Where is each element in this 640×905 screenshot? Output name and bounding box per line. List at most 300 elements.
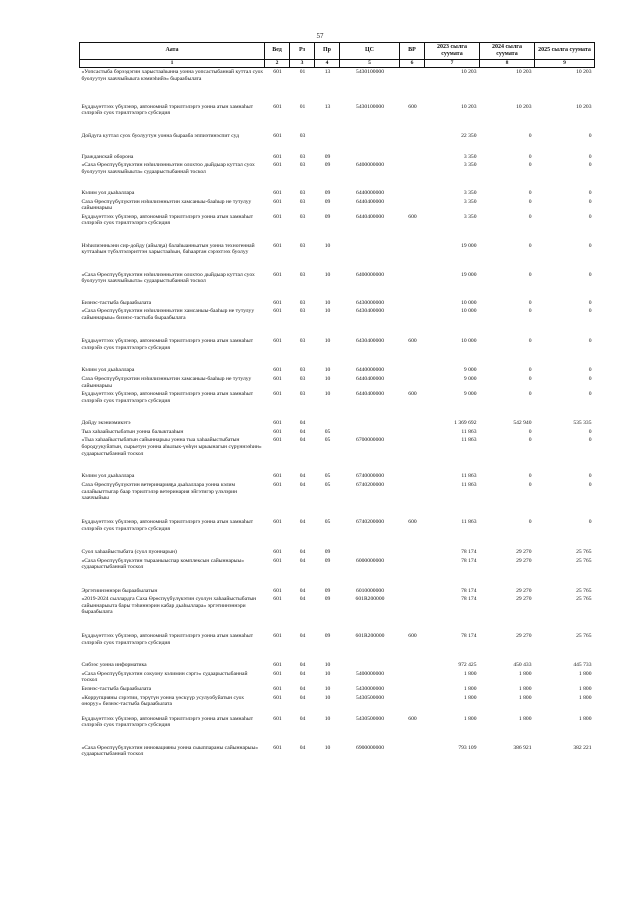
row-cs: 6700000000 <box>356 437 384 444</box>
row-amount-2025: 25 765 <box>576 633 592 640</box>
row-amount-2025: 0 <box>588 132 592 139</box>
row-vr <box>400 661 425 670</box>
row-pr: 05 <box>324 519 331 526</box>
row-amount-2023: 1 800 <box>463 715 477 722</box>
row-cs <box>340 548 400 557</box>
table-row <box>80 198 595 213</box>
row-ved: 601 <box>273 596 282 603</box>
row-ved: 601 <box>273 213 282 220</box>
row-amount-2024: 0 <box>528 376 532 383</box>
row-amount-2024: 386 921 <box>513 744 532 751</box>
row-vr <box>400 198 425 213</box>
row-amount-2025: 10 203 <box>576 103 592 110</box>
row-amount-2023: 9 000 <box>463 367 477 374</box>
row-pr: 09 <box>324 153 331 160</box>
table-row <box>80 213 595 242</box>
row-amount-2025: 0 <box>588 242 592 249</box>
row-ved: 601 <box>273 198 282 205</box>
row-cs: 5430500000 <box>356 715 384 722</box>
row-rz: 01 <box>299 103 306 110</box>
row-name: Бүддьүөттээх үбүлэнэр, автономнай тэрилтэлэргэ уонна атын хамнаһыт сэлэрэйэ суох тэрилтэлэргэ субсидия <box>81 633 254 646</box>
table-row <box>80 68 595 103</box>
table-row <box>80 632 595 661</box>
row-amount-2023: 1 800 <box>463 670 477 677</box>
row-ved: 601 <box>273 162 282 169</box>
header-vr: ВР <box>400 43 425 60</box>
row-ved: 601 <box>273 549 282 556</box>
row-cs: 6400000000 <box>356 162 384 169</box>
row-amount-2023: 78 174 <box>461 549 477 556</box>
table-header-row <box>80 43 595 60</box>
row-ved: 601 <box>273 694 282 701</box>
row-pr: 09 <box>324 596 331 603</box>
budget-table <box>79 42 595 766</box>
row-amount-2024: 0 <box>528 190 532 197</box>
row-rz: 03 <box>299 299 306 306</box>
row-vr: 600 <box>408 213 417 220</box>
row-amount-2025: 25 765 <box>576 596 592 603</box>
row-rz: 04 <box>299 519 306 526</box>
row-pr <box>315 419 340 428</box>
row-amount-2023: 78 174 <box>461 633 477 640</box>
row-rz: 04 <box>299 428 306 435</box>
table-row <box>80 661 595 670</box>
row-cs: 6440000000 <box>356 190 384 197</box>
row-pr: 10 <box>324 367 331 374</box>
row-cs: 6440400000 <box>356 198 384 205</box>
table-row <box>80 436 595 472</box>
row-vr <box>400 242 425 271</box>
row-amount-2024: 1 800 <box>518 715 532 722</box>
row-amount-2023: 19 000 <box>461 271 477 278</box>
row-amount-2023: 10 000 <box>461 299 477 306</box>
row-amount-2025: 1 800 <box>578 715 592 722</box>
table-row <box>80 366 595 375</box>
row-ved: 601 <box>273 153 282 160</box>
row-pr: 13 <box>324 69 331 75</box>
table-row <box>80 299 595 308</box>
row-amount-2023: 11 863 <box>461 437 477 444</box>
row-rz: 03 <box>299 190 306 197</box>
row-amount-2025: 0 <box>588 308 592 315</box>
row-ved: 601 <box>273 299 282 306</box>
row-amount-2025: 0 <box>588 162 592 169</box>
row-amount-2024: 0 <box>528 242 532 249</box>
row-rz: 04 <box>299 670 306 677</box>
row-vr <box>400 366 425 375</box>
row-rz: 03 <box>299 271 306 278</box>
row-name: «Саха Өрөспүүбүлүкэтин инновацияны уонна сыыппараны сайыннарыы» судаарыстыбаннай тоскол <box>81 744 259 758</box>
table-row <box>80 685 595 694</box>
row-vr <box>400 307 425 337</box>
row-pr: 10 <box>324 662 331 669</box>
row-amount-2024: 450 433 <box>513 662 532 669</box>
row-amount-2024: 0 <box>528 299 532 306</box>
row-pr: 10 <box>324 670 331 677</box>
row-pr: 05 <box>324 437 331 444</box>
column-number: 8 <box>480 60 535 68</box>
row-amount-2024: 29 270 <box>516 549 532 556</box>
row-ved: 601 <box>273 103 282 110</box>
row-amount-2023: 10 000 <box>461 338 477 345</box>
row-amount-2023: 78 174 <box>461 587 477 594</box>
row-amount-2025: 0 <box>588 198 592 205</box>
row-pr: 09 <box>324 633 331 640</box>
row-ved: 601 <box>273 587 282 594</box>
row-amount-2024: 542 940 <box>513 420 532 427</box>
row-name: Бүддьүөттээх үбүлэнэр, автономнай тэрилтэлэргэ уонна атын хамнаһыт сэлэрэйэ суох тэрилтэлэргэ субсидия <box>81 519 254 532</box>
row-name: Гражданскай оборона <box>81 153 134 160</box>
row-cs: 6400000000 <box>356 271 384 278</box>
row-amount-2024: 10 203 <box>516 69 532 75</box>
row-cs <box>340 153 400 162</box>
row-rz: 03 <box>299 242 306 249</box>
row-pr: 10 <box>324 242 331 249</box>
row-rz: 03 <box>299 376 306 383</box>
row-amount-2025: 382 221 <box>573 744 592 751</box>
row-cs: 6430400000 <box>356 308 384 315</box>
row-amount-2023: 3 350 <box>463 213 477 220</box>
row-rz: 04 <box>299 587 306 594</box>
row-cs: 6440000000 <box>356 367 384 374</box>
row-ved: 601 <box>273 190 282 197</box>
column-number-row <box>80 60 595 68</box>
row-name: «2019-2024 сыллардга Саха Өрөспүүбүлүкэтин суолун хаhаайыстыбатын сайыннарыыта бары тэhиннэрин кабар дьаhыллара» эргэтиинэннэри быраабылата <box>81 596 257 616</box>
row-pr: 13 <box>324 103 331 110</box>
row-name: Дойдуга куттал суох буолуутун уонна бырааба эппиэтинэспит суд <box>81 132 239 139</box>
row-amount-2025: 0 <box>588 271 592 278</box>
row-ved: 601 <box>273 662 282 669</box>
row-vr: 600 <box>408 391 417 398</box>
row-ved: 601 <box>273 376 282 383</box>
row-amount-2023: 10 000 <box>461 308 477 315</box>
row-rz: 03 <box>299 213 306 220</box>
table-row <box>80 103 595 132</box>
row-vr: 600 <box>408 519 417 526</box>
row-amount-2024: 0 <box>528 367 532 374</box>
row-rz: 03 <box>299 153 306 160</box>
row-amount-2025: 445 733 <box>573 662 592 669</box>
header-pr: Пр <box>315 43 340 60</box>
row-ved: 601 <box>273 391 282 398</box>
row-vr <box>400 375 425 390</box>
row-amount-2025: 0 <box>588 213 592 220</box>
header-cs: ЦС <box>340 43 400 60</box>
row-vr <box>400 153 425 162</box>
row-vr <box>400 68 425 103</box>
row-vr: 600 <box>408 633 417 640</box>
row-name: Бизнэс-тастыба быраабылата <box>81 299 152 306</box>
row-ved: 601 <box>273 633 282 640</box>
row-cs: 6010000000 <box>356 587 384 594</box>
table-row <box>80 132 595 153</box>
row-rz: 04 <box>299 662 306 669</box>
row-amount-2025: 0 <box>588 391 592 398</box>
row-amount-2023: 1 800 <box>463 694 477 701</box>
row-amount-2023: 1 369 692 <box>454 420 477 427</box>
row-name: Бүддьүөттээх үбүлэнэр, автономнай тэрилтэлэргэ уонна атын хамнаһыт сэлэрэйэ суох тэрилтэлэргэ субсидия <box>81 338 254 352</box>
header-2023: 2023 сылга суумата <box>425 43 480 60</box>
row-cs: 6430400000 <box>356 338 384 345</box>
row-cs: 5400000000 <box>356 670 384 677</box>
row-cs: 6900000000 <box>356 744 384 751</box>
header-2024: 2024 сылга суумата <box>480 43 535 60</box>
row-amount-2025: 25 765 <box>576 557 592 564</box>
row-amount-2025: 0 <box>588 437 592 444</box>
table-row <box>80 587 595 596</box>
row-name: «Тыа хаhаайыстыбатын сайыннарыы уонна тыа хаhаайыстыбатын бородуукуйатын, сырьетун уонна аhылык-үөһүн ырыынагын сүрүннээhин» судаарыстыбаннай тоскол <box>81 437 262 457</box>
row-amount-2024: 29 270 <box>516 587 532 594</box>
row-pr: 05 <box>324 428 331 435</box>
table-row <box>80 472 595 481</box>
row-amount-2024: 1 800 <box>518 686 532 692</box>
row-amount-2024: 0 <box>528 428 532 435</box>
table-row <box>80 481 595 518</box>
row-amount-2024: 0 <box>528 482 532 489</box>
row-vr <box>400 299 425 308</box>
row-vr <box>400 161 425 189</box>
row-ved: 601 <box>273 367 282 374</box>
row-amount-2023: 10 203 <box>461 69 477 75</box>
row-amount-2023: 9 000 <box>463 391 477 398</box>
table-row <box>80 419 595 428</box>
page-number: 57 <box>316 32 324 40</box>
row-pr: 10 <box>324 299 331 306</box>
row-vr <box>400 685 425 694</box>
row-amount-2025: 25 765 <box>576 549 592 556</box>
row-name: «Саха Өрөспүүбүлүкэтин нэhилиэнньэтин олохтоо дыйдыар куттал суох буолуутун хааччыйыыта» судаарыстыбаннай тоскол <box>81 162 255 175</box>
header-ved: Вед <box>265 43 290 60</box>
row-amount-2023: 11 863 <box>461 519 477 526</box>
column-number: 6 <box>400 60 425 68</box>
row-cs: 5430500000 <box>356 694 384 701</box>
column-number: 3 <box>290 60 315 68</box>
row-amount-2024: 0 <box>528 391 532 398</box>
row-vr <box>400 132 425 153</box>
table-row <box>80 337 595 366</box>
row-amount-2025: 1 800 <box>578 670 592 677</box>
row-amount-2023: 9 000 <box>463 376 477 383</box>
row-name: Бүддьүөттээх үбүлэнэр, автономнай тэрилтэлэргэ уонна атын хамнаһыт сэлэрэйэ суох тэрилтэлэргэ субсидия <box>81 715 254 729</box>
row-amount-2024: 1 800 <box>518 694 532 701</box>
row-amount-2024: 29 270 <box>516 596 532 603</box>
row-amount-2025: 0 <box>588 153 592 160</box>
row-amount-2023: 78 174 <box>461 596 477 603</box>
column-number: 1 <box>80 60 265 68</box>
row-amount-2024: 0 <box>528 153 532 160</box>
row-amount-2024: 0 <box>528 198 532 205</box>
row-rz: 04 <box>299 715 306 722</box>
row-amount-2023: 11 863 <box>461 428 477 435</box>
row-pr <box>315 132 340 153</box>
row-name: Бүддьүөттээх үбүлэнэр, автономнай тэрилтэлэргэ уонна атын хамнаһыт сэлэрэйэ суох тэрилтэлэргэ субсидия <box>81 391 254 404</box>
row-rz: 04 <box>299 473 306 480</box>
row-vr <box>400 481 425 518</box>
column-number: 4 <box>315 60 340 68</box>
table-row <box>80 428 595 437</box>
row-cs <box>340 242 400 271</box>
row-amount-2024: 0 <box>528 271 532 278</box>
row-amount-2024: 0 <box>528 213 532 220</box>
row-pr: 10 <box>324 376 331 383</box>
table-row <box>80 518 595 548</box>
row-ved: 601 <box>273 686 282 692</box>
row-amount-2023: 19 000 <box>461 242 477 249</box>
table-row <box>80 375 595 390</box>
row-ved: 601 <box>273 473 282 480</box>
row-rz: 03 <box>299 367 306 374</box>
row-amount-2024: 10 203 <box>516 103 532 110</box>
row-amount-2024: 0 <box>528 473 532 480</box>
row-rz: 03 <box>299 132 306 139</box>
row-name: Кэлим уол дьаhаллара <box>81 190 135 197</box>
row-vr <box>400 436 425 472</box>
row-cs: 5430000000 <box>356 686 384 692</box>
row-amount-2025: 0 <box>588 428 592 435</box>
row-cs <box>340 419 400 428</box>
row-name: «Саха Өрөспүүбүлүкэтин нэhилиэнньэтин олохтоо дыйдыар куттал суох буолуутун хааччыйыыта» судаарыстыбаннай тоскол <box>81 271 255 285</box>
row-amount-2023: 11 863 <box>461 473 477 480</box>
row-cs <box>340 428 400 437</box>
row-name: Бүддьүөттээх үбүлэнэр, автономнай тэрилтэлэргэ уонна атын хамнаһыт сэлэрэйэ суох тэрилтэлэргэ субсидия <box>81 103 254 117</box>
table-row <box>80 161 595 189</box>
row-rz: 04 <box>299 694 306 701</box>
row-cs: 6440400000 <box>356 376 384 383</box>
row-name: Саха Өрөспүүбүлүкэтин ветеринарияҕа дьаhаллара уонна кэлим салайыыттыгар баар тэрилтэлэр ветеринария эйгэтигэр үлэлэрин хааччыйыы <box>81 482 238 502</box>
row-vr <box>400 548 425 557</box>
row-vr <box>400 472 425 481</box>
row-pr: 09 <box>324 557 331 564</box>
row-vr <box>400 694 425 715</box>
table-row <box>80 153 595 162</box>
row-vr <box>400 271 425 299</box>
row-cs: 601R200000 <box>355 633 385 640</box>
row-pr: 10 <box>324 744 331 751</box>
row-ved: 601 <box>273 715 282 722</box>
row-name: Дойду экэниэмикэтэ <box>81 420 131 427</box>
header-name: Аата <box>80 43 265 60</box>
row-cs: 6000000000 <box>356 557 384 564</box>
row-rz: 04 <box>299 437 306 444</box>
table-row <box>80 390 595 419</box>
row-amount-2024: 0 <box>528 338 532 345</box>
row-cs: 6740200000 <box>356 482 384 489</box>
row-vr <box>400 428 425 437</box>
row-name: Нэhилиэнньэни сир-дойду (айылҕа) балаhыанньатын уонна техногеннай куттааhын түбэлтэлэриттэн харыстааhын, баhаартан сэрэхтээх буолуу <box>81 242 255 256</box>
row-amount-2025: 0 <box>588 482 592 489</box>
row-amount-2024: 1 800 <box>518 670 532 677</box>
row-name: «Саха Өрөспүүбүлүкэтин нэhилиэнньэтин хамсаныы-бааhыр не тутулуу сайыннарыы» бизнэс-тастыба быраабылата <box>81 308 255 322</box>
row-pr: 09 <box>324 549 331 556</box>
row-name: Бизнэс-тастыба быраабылата <box>81 686 152 692</box>
row-vr <box>400 744 425 766</box>
row-name: «Уопсастыба бэрээдэгин харыстааhынна уонна уопсастыбаннай куттал суох буолуутун хааччыйыыга кэмиэhийэ» быраабылата <box>81 69 264 82</box>
row-cs: 6740000000 <box>356 473 384 480</box>
row-cs: 5430100000 <box>356 69 384 75</box>
row-ved: 601 <box>273 308 282 315</box>
row-pr: 09 <box>324 213 331 220</box>
row-amount-2024: 29 270 <box>516 557 532 564</box>
row-cs: 6440400000 <box>356 213 384 220</box>
row-amount-2024: 0 <box>528 519 532 526</box>
row-amount-2023: 78 174 <box>461 557 477 564</box>
row-name: Тыа хаhаайыстыбатын уонна балыктааhын <box>81 428 184 435</box>
row-amount-2024: 0 <box>528 437 532 444</box>
row-amount-2025: 0 <box>588 338 592 345</box>
row-ved: 601 <box>273 420 282 427</box>
row-amount-2024: 29 270 <box>516 633 532 640</box>
row-name: Эргэтиинэннэри быраабылатын <box>81 587 158 594</box>
row-pr: 09 <box>324 190 331 197</box>
row-cs: 6430000000 <box>356 299 384 306</box>
table-row <box>80 744 595 766</box>
row-amount-2025: 535 335 <box>573 420 592 427</box>
row-name: Бүддьүөттээх үбүлэнэр, автономнай тэрилтэлэргэ уонна атын хамнаһыт сэлэрэйэ суох тэрилтэлэргэ субсидия <box>81 213 254 227</box>
row-vr: 600 <box>408 715 417 722</box>
row-vr <box>400 595 425 632</box>
row-ved: 601 <box>273 437 282 444</box>
row-name: Саха Өрөспүүбүлүкэтин нэhилиэнньэтин хамсаныы-бааhыр не тутулуу сайыннарыы <box>81 198 252 212</box>
row-name: «Саха Өрөспүүбүлүкэтин сокуону кэлимин сэргэ» судаарыстыбаннай тоскол <box>81 670 248 684</box>
row-pr: 10 <box>324 686 331 692</box>
row-vr <box>400 587 425 596</box>
row-cs: 5430100000 <box>356 103 384 110</box>
row-amount-2024: 0 <box>528 308 532 315</box>
row-rz: 04 <box>299 420 306 427</box>
row-amount-2025: 0 <box>588 190 592 197</box>
row-ved: 601 <box>273 744 282 751</box>
row-pr: 09 <box>324 587 331 594</box>
row-name: «Коррупцияны сэрэтии, тэрүтүн уонна үөскүүр усулуобуйатын суох оноруу» бизнэс-тастыба быраабылата <box>81 694 245 708</box>
row-amount-2023: 22 350 <box>461 132 477 139</box>
column-number: 7 <box>425 60 480 68</box>
row-vr <box>400 419 425 428</box>
row-amount-2023: 793 109 <box>458 744 477 751</box>
row-amount-2025: 1 800 <box>578 686 592 692</box>
row-rz: 04 <box>299 633 306 640</box>
row-pr: 10 <box>324 391 331 398</box>
row-cs: 6740200000 <box>356 519 384 526</box>
row-amount-2025: 0 <box>588 519 592 526</box>
row-rz: 04 <box>299 596 306 603</box>
row-pr: 10 <box>324 271 331 278</box>
row-rz: 03 <box>299 338 306 345</box>
row-rz: 04 <box>299 482 306 489</box>
row-pr: 10 <box>324 715 331 722</box>
row-amount-2025: 1 800 <box>578 694 592 701</box>
row-ved: 601 <box>273 271 282 278</box>
row-pr: 09 <box>324 198 331 205</box>
row-name: Суол хаhаайыстыбата (суол пуоннарын) <box>81 549 177 556</box>
table-body <box>80 68 595 766</box>
row-pr: 10 <box>324 308 331 315</box>
row-amount-2024: 0 <box>528 162 532 169</box>
row-vr <box>400 670 425 685</box>
column-number: 2 <box>265 60 290 68</box>
row-ved: 601 <box>273 557 282 564</box>
row-amount-2023: 972 425 <box>458 662 477 669</box>
row-vr: 600 <box>408 338 417 345</box>
row-ved: 601 <box>273 670 282 677</box>
row-rz: 04 <box>299 557 306 564</box>
row-amount-2023: 3 350 <box>463 190 477 197</box>
row-cs: 6440400000 <box>356 391 384 398</box>
header-2025: 2025 сылга суумата <box>535 43 595 60</box>
row-pr: 10 <box>324 694 331 701</box>
row-amount-2023: 3 350 <box>463 198 477 205</box>
header-rz: Рз <box>290 43 315 60</box>
row-amount-2023: 3 350 <box>463 153 477 160</box>
